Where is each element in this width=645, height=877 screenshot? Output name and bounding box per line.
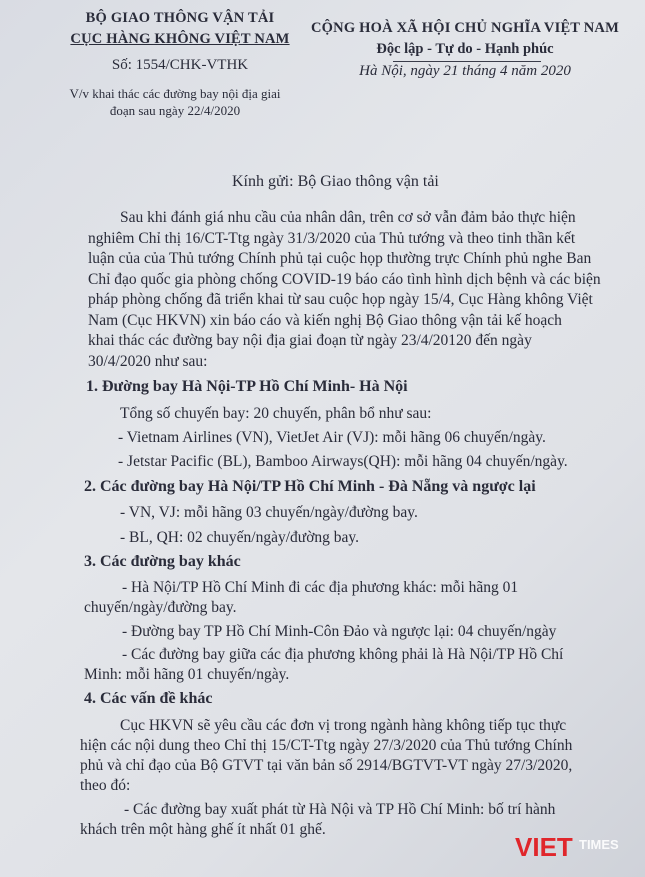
nation-title: CỘNG HOÀ XÃ HỘI CHỦ NGHĨA VIỆT NAM [311, 20, 619, 36]
section-4-line: khách trên một hàng ghế ít nhất 01 ghế. [80, 821, 326, 838]
section-1-line: - Vietnam Airlines (VN), VietJet Air (VJ): mỗi hãng 06 chuyến/ngày. [118, 429, 546, 446]
intro-line: khai thác các đường bay nội địa giai đoạn từ ngày 23/4/20120 đến ngày [88, 332, 532, 349]
section-3-line: - Hà Nội/TP Hồ Chí Minh đi các địa phương khác: mỗi hãng 01 [122, 579, 519, 596]
ministry-name: BỘ GIAO THÔNG VẬN TẢI [85, 10, 275, 26]
intro-line: Chỉ đạo quốc gia phòng chống COVID-19 báo cáo tình hình dịch bệnh và các biện [88, 270, 601, 288]
section-1-heading: 1. Đường bay Hà Nội-TP Hồ Chí Minh- Hà Nội [86, 378, 408, 395]
section-3-line: - Các đường bay giữa các địa phương không phải là Hà Nội/TP Hồ Chí [122, 646, 564, 663]
section-3-line: - Đường bay TP Hồ Chí Minh-Côn Đảo và ngược lại: 04 chuyến/ngày [122, 623, 557, 640]
viettimes-logo [513, 825, 633, 865]
section-3-line: Minh: mỗi hãng 01 chuyến/ngày. [84, 666, 290, 683]
section-4-line: phủ và chỉ đạo của Bộ GTVT tại văn bản số 2914/BGTVT-VT ngày 27/3/2020, [80, 757, 573, 774]
agency-name: CỤC HÀNG KHÔNG VIỆT NAM [70, 31, 290, 47]
section-2-heading: 2. Các đường bay Hà Nội/TP Hồ Chí Minh - Đà Nẵng và ngược lại [84, 478, 536, 495]
intro-line: pháp phòng chống đã triển khai từ sau cuộc họp ngày 15/4, Cục Hàng không Việt [88, 291, 593, 308]
intro-line: Nam (Cục HKVN) xin báo cáo và kiến nghị Bộ Giao thông vận tải kế hoạch [88, 311, 562, 329]
motto-underline [393, 61, 541, 62]
section-1-line: Tổng số chuyến bay: 20 chuyến, phân bổ như sau: [120, 405, 432, 422]
section-4-heading: 4. Các vấn đề khác [84, 690, 213, 707]
section-3-heading: 3. Các đường bay khác [84, 553, 241, 570]
intro-line: 30/4/2020 như sau: [88, 352, 208, 370]
section-4-line: hiện các nội dung theo Chỉ thị 15/CT-Ttg ngày 27/3/2020 của Thủ tướng Chính [80, 737, 573, 754]
section-4-line: - Các đường bay xuất phát từ Hà Nội và TP Hồ Chí Minh: bố trí hành [124, 801, 556, 818]
section-2-line: - VN, VJ: mỗi hãng 03 chuyến/ngày/đường bay. [120, 504, 418, 521]
recipient: Kính gửi: Bộ Giao thông vận tải [232, 173, 439, 190]
subject-line-2: đoạn sau ngày 22/4/2020 [109, 103, 241, 118]
section-2-line: - BL, QH: 02 chuyến/ngày/đường bay. [120, 529, 360, 546]
watermark-brand-left: VIET [515, 832, 573, 862]
intro-line: nghiêm Chỉ thị 16/CT-Ttg ngày 31/3/2020 của Thủ tướng và theo tinh thần kết [88, 229, 576, 247]
place-date: Hà Nội, ngày 21 tháng 4 năm 2020 [359, 63, 571, 79]
watermark-brand-right: TIMES [579, 837, 619, 852]
intro-line: Sau khi đánh giá nhu cầu của nhân dân, trên cơ sở vẫn đảm bảo thực hiện [120, 209, 576, 226]
section-1-line: - Jetstar Pacific (BL), Bamboo Airways(QH): mỗi hãng 04 chuyến/ngày. [118, 453, 568, 470]
section-4-line: Cục HKVN sẽ yêu cầu các đơn vị trong ngành hàng không tiếp tục thực [120, 717, 567, 734]
subject-line-1: V/v khai thác các đường bay nội địa giai [69, 86, 281, 101]
intro-paragraph [88, 208, 618, 372]
viettimes-logo-graphic [513, 825, 633, 865]
intro-line: luận của của Thủ tướng Chính phủ tại cuộc họp thường trực Chính phủ nghe Ban [88, 250, 592, 267]
nation-motto: Độc lập - Tự do - Hạnh phúc [376, 41, 554, 57]
section-4-line: theo đó: [80, 777, 131, 794]
document-number: Số: 1554/CHK-VTHK [111, 57, 249, 73]
section-3-line: chuyến/ngày/đường bay. [84, 599, 237, 616]
